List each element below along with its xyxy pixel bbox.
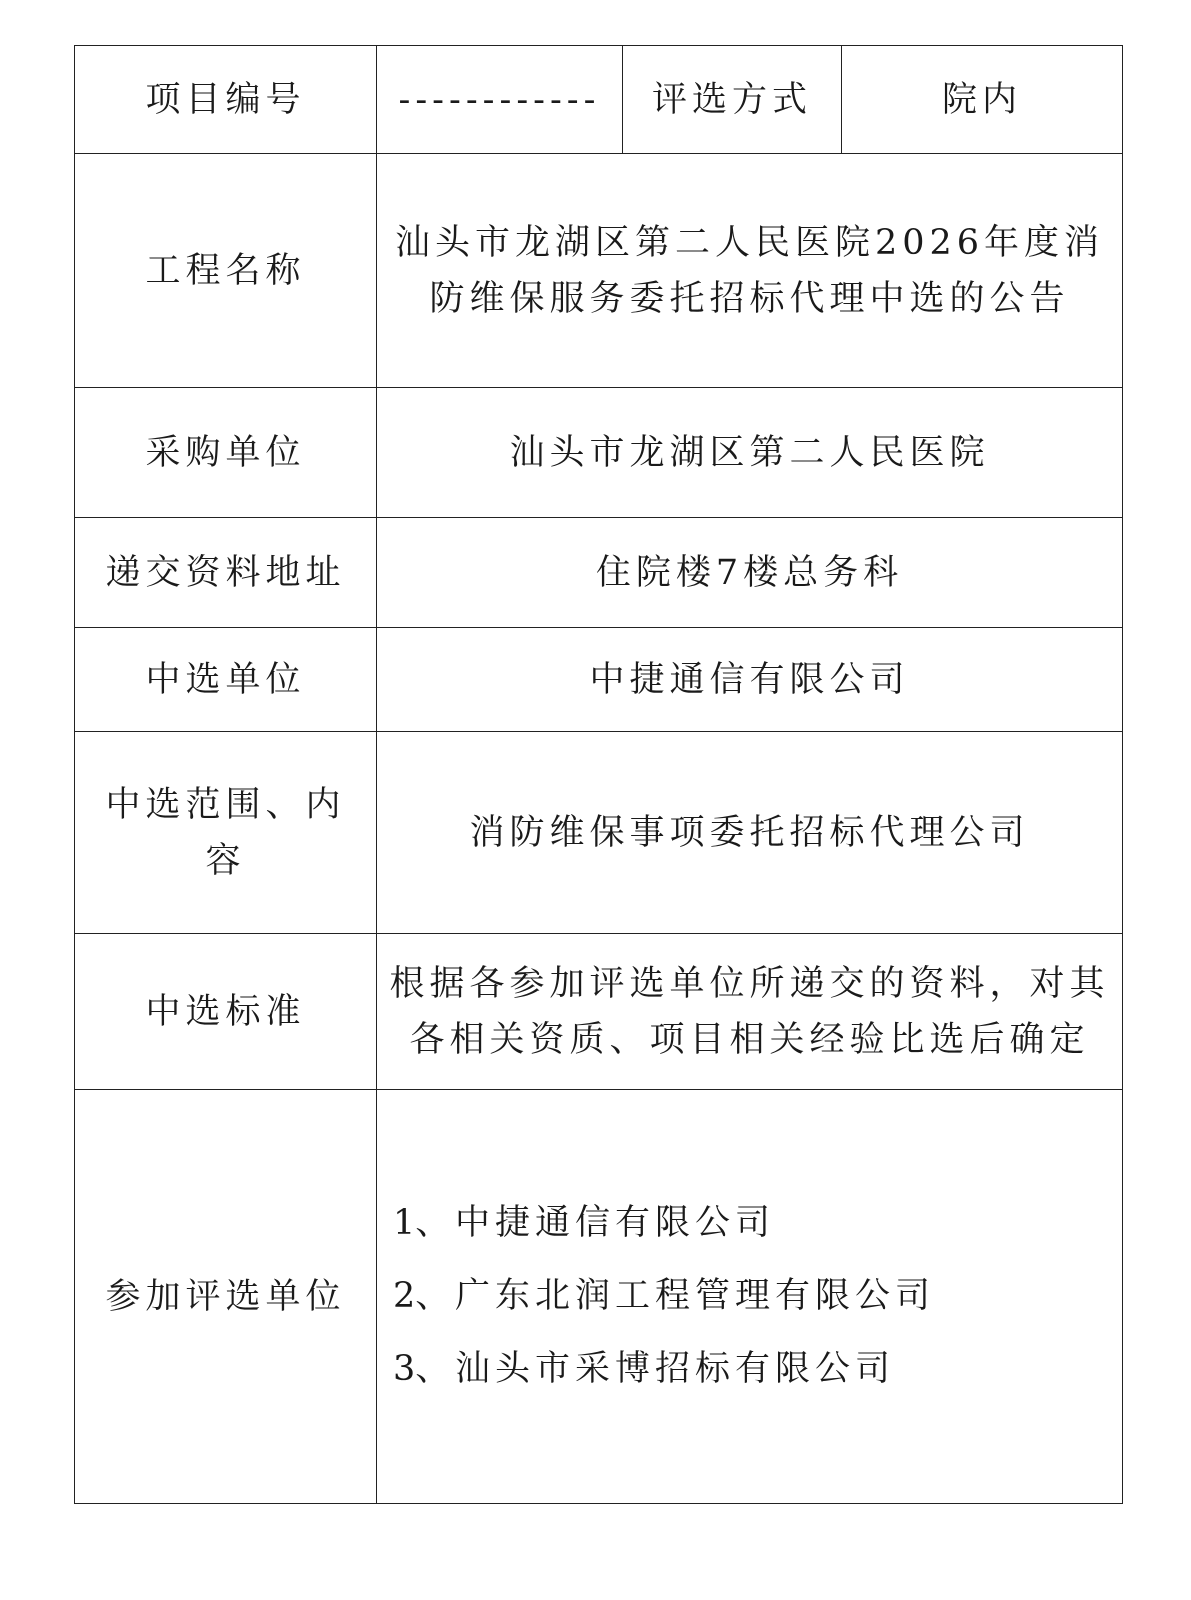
project-name-label: 工程名称	[75, 154, 377, 388]
participants-list	[393, 1187, 1110, 1406]
row-criteria	[75, 934, 1123, 1090]
submission-address-value: 住院楼7楼总务科	[377, 518, 1123, 628]
row-selected-unit	[75, 628, 1123, 732]
scope-label: 中选范围、内容	[75, 732, 377, 934]
row-purchaser	[75, 388, 1123, 518]
row-participants	[75, 1090, 1123, 1504]
participant-number: 2、	[393, 1276, 451, 1316]
participant-number: 1、	[393, 1203, 451, 1243]
purchaser-value: 汕头市龙湖区第二人民医院	[377, 388, 1123, 518]
list-item	[393, 1333, 1110, 1406]
project-name-value: 汕头市龙湖区第二人民医院2026年度消防维保服务委托招标代理中选的公告	[377, 154, 1123, 388]
participant-number: 3、	[393, 1349, 451, 1389]
criteria-label: 中选标准	[75, 934, 377, 1090]
participants-cell	[377, 1090, 1123, 1504]
submission-address-label: 递交资料地址	[75, 518, 377, 628]
list-item	[393, 1260, 1110, 1333]
selection-method-value: 院内	[842, 46, 1123, 154]
row-scope	[75, 732, 1123, 934]
selected-unit-value: 中捷通信有限公司	[377, 628, 1123, 732]
selected-unit-label: 中选单位	[75, 628, 377, 732]
participant-name: 广东北润工程管理有限公司	[455, 1276, 936, 1316]
row-project-name	[75, 154, 1123, 388]
selection-method-label: 评选方式	[623, 46, 842, 154]
announcement-table	[74, 45, 1123, 1504]
criteria-value: 根据各参加评选单位所递交的资料，对其各相关资质、项目相关经验比选后确定	[377, 934, 1123, 1090]
list-item	[393, 1187, 1110, 1260]
row-project-number	[75, 46, 1123, 154]
row-submission-address	[75, 518, 1123, 628]
project-number-label: 项目编号	[75, 46, 377, 154]
participant-name: 汕头市采博招标有限公司	[455, 1349, 896, 1389]
scope-value: 消防维保事项委托招标代理公司	[377, 732, 1123, 934]
participants-label: 参加评选单位	[75, 1090, 377, 1504]
project-number-value: ------------	[377, 46, 623, 154]
participant-name: 中捷通信有限公司	[455, 1203, 776, 1243]
purchaser-label: 采购单位	[75, 388, 377, 518]
